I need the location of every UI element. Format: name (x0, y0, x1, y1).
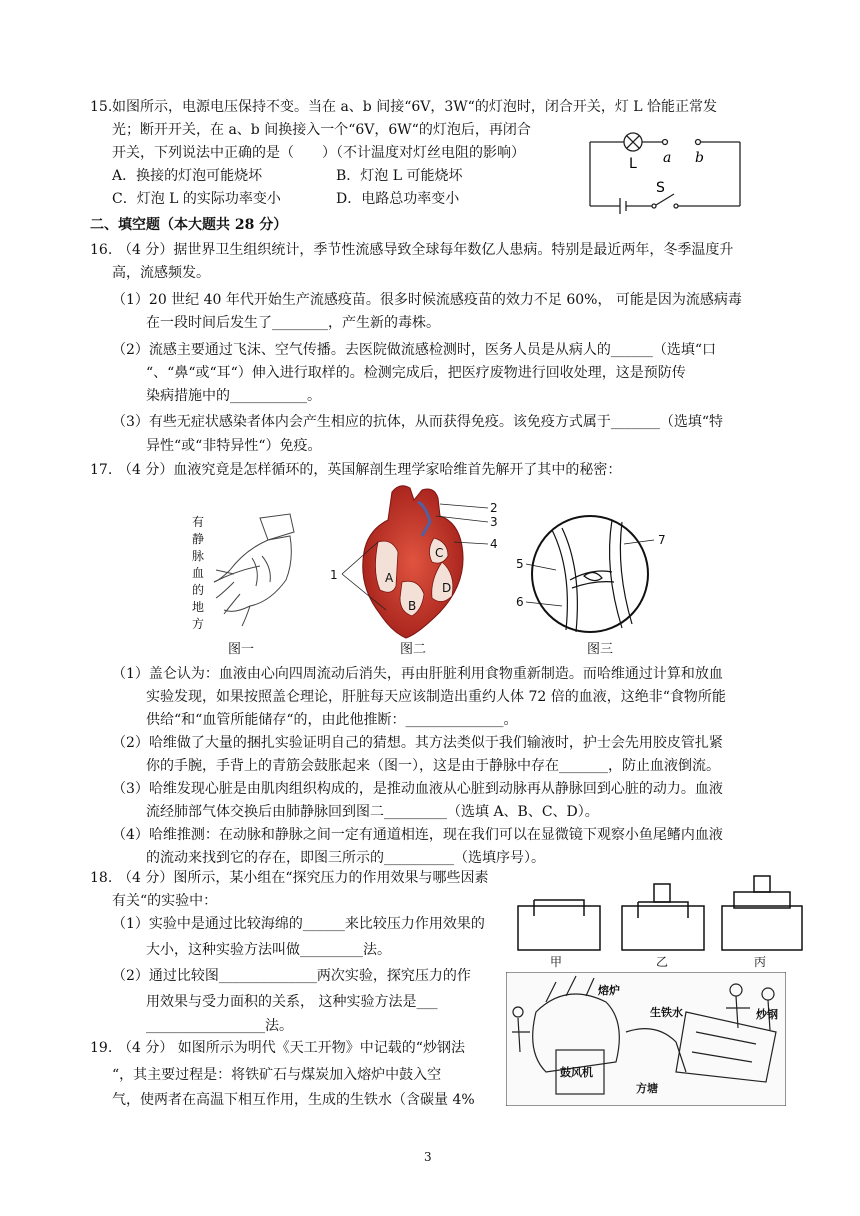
q18-label-bing: 丙 (754, 955, 767, 968)
svg-text:地: 地 (192, 600, 205, 614)
q18-pressure-experiment-figure (514, 866, 804, 968)
q19-line-2: “，其主要过程是：将铁矿石与煤炭加入熔炉中鼓入空 (112, 1067, 442, 1083)
q19-label-stir-steel: 炒钢 (756, 1008, 778, 1021)
q17-intro: （4 分）血液究竟是怎样循环的，英国解剖生理学家哈维首先解开了其中的秘密： (118, 462, 622, 478)
q19-label-bellows: 鼓风机 (560, 1066, 593, 1079)
fig3-label-7: 7 (658, 533, 666, 547)
question-18-number: 18. (90, 870, 113, 886)
q18-line-7: _________________法。 (146, 1018, 293, 1034)
svg-text:的: 的 (192, 583, 205, 597)
figure-2-caption: 图二 (400, 642, 427, 657)
q15-line-2: 光；断开开关，在 a、b 间换接入一个“6V，6W“的灯泡后，再闭合 (112, 122, 531, 138)
svg-text:有: 有 (192, 515, 205, 529)
q18-label-jia: 甲 (550, 955, 563, 968)
question-15-number: 15. (90, 99, 113, 115)
figure-2-heart-diagram (322, 482, 502, 642)
q17-line-5: （2）哈维做了大量的捆扎实验证明自己的猜想。其方法类似于我们输液时，护士会先用胶皮管扎紧 (112, 735, 723, 751)
q18-label-yi: 乙 (656, 955, 669, 968)
heart-label-3: 3 (490, 515, 498, 529)
q16-line-2: 高，流感频发。 (112, 265, 210, 281)
q16-line-8: （3）有些无症状感染者体内会产生相应的抗体，从而获得免疫。该免疫方式属于_______（选填“特 (112, 414, 724, 430)
q17-line-10: 的流动来找到它的存在，即图三所示的__________（选填序号）。 (146, 850, 545, 866)
fig3-label-5: 5 (516, 557, 524, 571)
heart-label-a: A (385, 571, 394, 585)
heart-label-1: 1 (330, 568, 338, 582)
circuit-label-s: S (656, 180, 665, 196)
svg-text:脉: 脉 (192, 549, 205, 563)
q16-line-9: 异性“或“非特异性“）免疫。 (146, 438, 322, 454)
q17-line-7: （3）哈维发现心脏是由肌肉组织构成的，是推动血液从心脏到动脉再从静脉回到心脏的动力。血液 (112, 781, 723, 797)
heart-label-b: B (408, 599, 417, 613)
svg-text:静: 静 (192, 532, 205, 546)
q18-line-1: （4 分）图所示，某小组在“探究压力的作用效果与哪些因素 (118, 870, 489, 886)
q18-line-6: 用效果与受力面积的关系， 这种实验方法是___ (146, 994, 438, 1010)
q19-line-3: 气，使两者在高温下相互作用，生成的生铁水（含碳量 4% (112, 1092, 475, 1108)
circuit-label-l: L (629, 156, 637, 172)
q17-line-2: （1）盖仑认为：血液由心向四周流动后消失，再由肝脏利用食物重新制造。而哈维通过计算和放血 (112, 666, 723, 682)
q18-line-2: 有关“的实验中： (112, 893, 218, 909)
q17-line-4: 供给“和“血管所能储存“的，由此他推断：______________。 (146, 712, 518, 728)
q15-option-d: D．电路总功率变小 (336, 191, 460, 207)
q18-line-4: 大小，这种实验方法叫做_________法。 (146, 942, 391, 958)
heart-label-2: 2 (490, 501, 498, 515)
figure-1-hand-illustration (190, 510, 300, 634)
figure-3-capillary-diagram (512, 510, 672, 640)
q15-line-3: 开关，下列说法中正确的是（ ）（不计温度对灯丝电阻的影响） (112, 145, 525, 161)
fig3-label-6: 6 (516, 595, 524, 609)
page-number: 3 (424, 1150, 432, 1164)
q19-line-1: （4 分） 如图所示为明代《天工开物》中记载的“炒钢法 (118, 1040, 465, 1056)
q16-line-4: 在一段时间后发生了________，产生新的毒株。 (146, 315, 440, 331)
q16-line-5: （2）流感主要通过飞沫、空气传播。去医院做流感检测时，医务人员是从病人的______（选填“口 (112, 342, 717, 358)
question-19-number: 19. (90, 1040, 113, 1056)
q15-option-b: B．灯泡 L 可能烧坏 (336, 168, 463, 184)
q19-steelmaking-woodcut (506, 972, 786, 1106)
q16-line-6: “、“鼻“或“耳“）伸入进行取样的。检测完成后，把医疗废物进行回收处理，这是预防传 (146, 365, 686, 381)
figure-3-caption: 图三 (587, 642, 614, 657)
heart-label-d: D (442, 581, 452, 595)
q16-line-1: （4 分）据世界卫生组织统计，季节性流感导致全球每年数亿人患病。特别是最近两年，冬季温度升 (118, 242, 734, 258)
section-2-title: 二、填空题（本大题共 28 分） (90, 217, 288, 233)
heart-label-c: C (435, 546, 444, 560)
circuit-label-b: b (695, 150, 704, 166)
q16-line-7: 染病措施中的___________。 (146, 388, 321, 404)
q15-option-c: C．灯泡 L 的实际功率变小 (112, 191, 281, 207)
q19-label-furnace: 熔炉 (598, 984, 620, 997)
heart-label-4: 4 (490, 537, 498, 551)
q17-line-3: 实验发现，如果按照盖仑理论，肝脏每天应该制造出重约人体 72 倍的血液，这绝非“食物所能 (146, 689, 726, 705)
question-17-number: 17. (90, 462, 113, 478)
q17-line-8: 流经肺部气体交换后由肺静脉回到图二_________（选填 A、B、C、D）。 (146, 804, 599, 820)
q15-option-a: A．换接的灯泡可能烧坏 (112, 168, 263, 184)
q16-line-3: （1）20 世纪 40 年代开始生产流感疫苗。很多时候流感疫苗的效力不足 60%， 可能是因为流感病毒 (112, 292, 742, 308)
q17-line-6: 你的手腕，手背上的青筋会鼓胀起来（图一），这是由于静脉中存在_______，防止血液倒流。 (146, 758, 720, 774)
q18-line-5: （2）通过比较图______________两次实验，探究压力的作 (112, 968, 471, 984)
q19-label-square-pond: 方塘 (636, 1082, 658, 1095)
svg-text:方: 方 (192, 617, 205, 631)
question-16-number: 16. (90, 242, 113, 258)
q17-line-9: （4）哈维推测：在动脉和静脉之间一定有通道相连，现在我们可以在显微镜下观察小鱼尾鳍内血液 (112, 827, 723, 843)
q18-line-3: （1）实验中是通过比较海绵的______来比较压力作用效果的 (112, 916, 485, 932)
q15-circuit-diagram (586, 124, 746, 216)
q19-label-molten-iron: 生铁水 (650, 1006, 683, 1019)
circuit-label-a: a (663, 150, 672, 166)
figure-1-caption: 图一 (228, 642, 255, 657)
svg-text:血: 血 (192, 566, 205, 580)
q15-line-1: 如图所示，电源电压保持不变。当在 a、b 间接“6V，3W“的灯泡时，闭合开关，灯 L 恰能正常发 (112, 99, 718, 115)
